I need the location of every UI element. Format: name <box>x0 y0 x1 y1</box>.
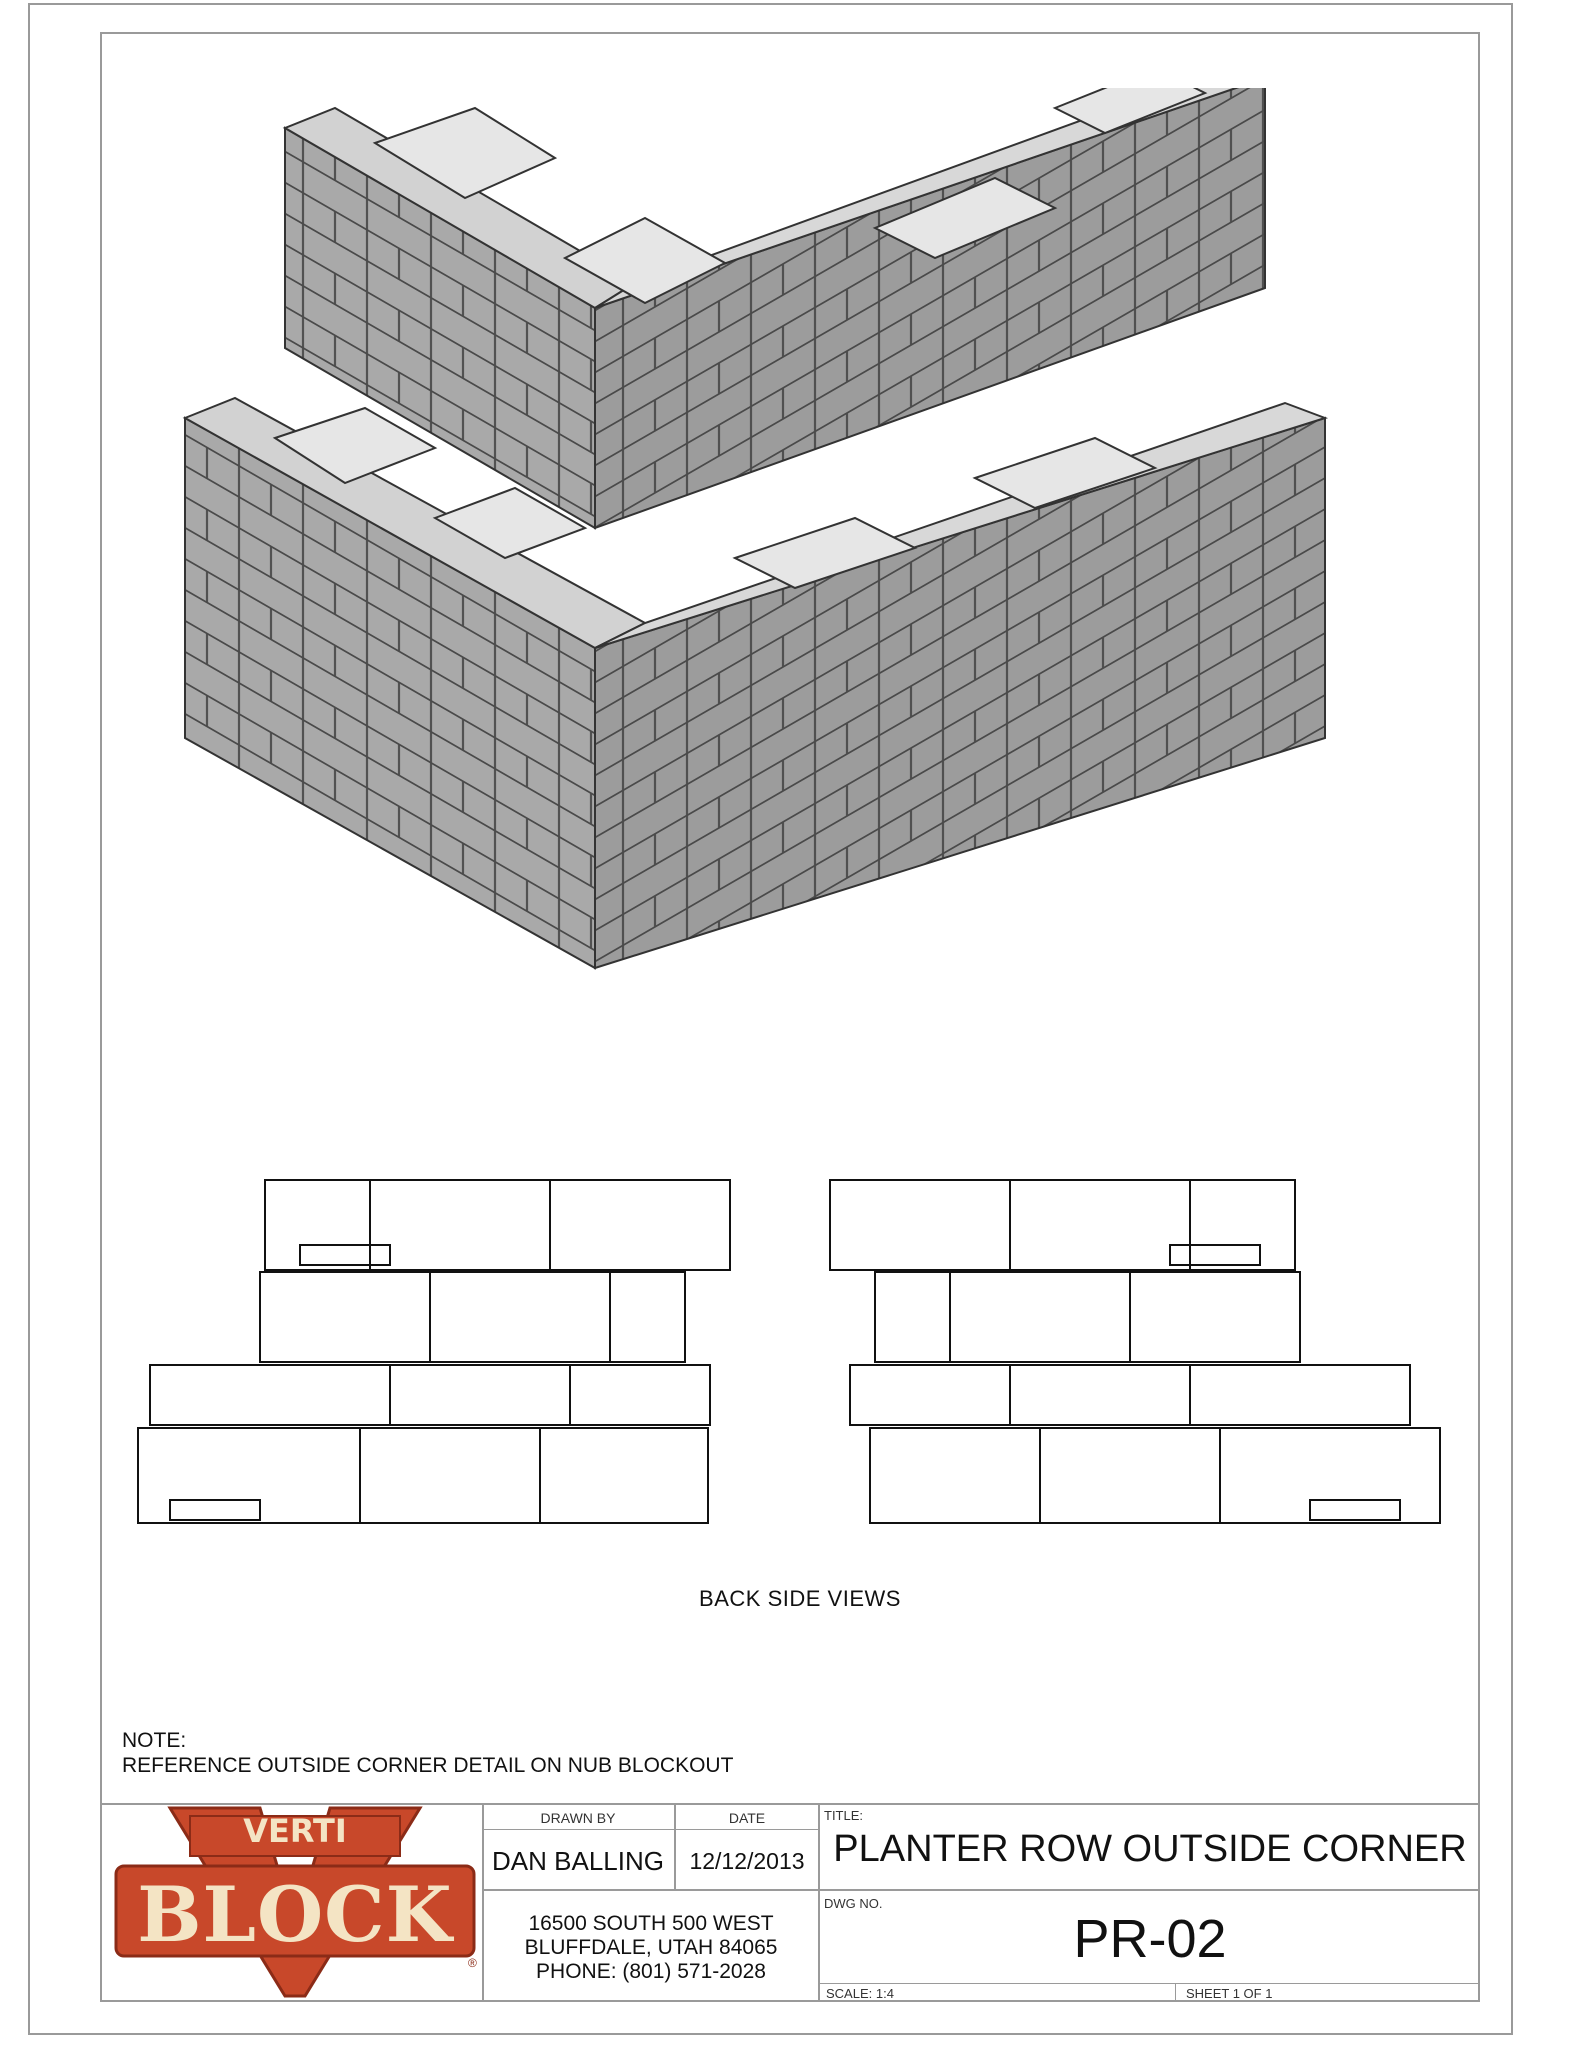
logo-text-block: BLOCK <box>137 1870 453 1959</box>
lower-wall <box>185 398 1325 968</box>
back-side-views <box>130 1170 1450 1530</box>
scale-value: SCALE: 1:4 <box>826 1986 894 2001</box>
side-views-drawing <box>130 1170 1450 1530</box>
drawn-by-label: DRAWN BY <box>540 1810 616 1826</box>
date-value: 12/12/2013 <box>689 1848 805 1874</box>
title-block-mid-line <box>482 1889 1480 1891</box>
isometric-wall-drawing <box>175 88 1385 998</box>
company-address <box>484 1912 818 1984</box>
dwg-no-value: PR-02 <box>1073 1909 1227 1969</box>
address-line-2: BLUFFDALE, UTAH 84065 <box>524 1936 778 1959</box>
sheet-value: SHEET 1 OF 1 <box>1186 1986 1273 2001</box>
address-line-1: 16500 SOUTH 500 WEST <box>528 1912 774 1935</box>
title-label: TITLE: <box>824 1808 864 1823</box>
drawing-note <box>122 1728 733 1778</box>
right-side-view <box>830 1180 1440 1523</box>
logo-text-verti: VERTI <box>243 1812 347 1850</box>
title-block-sheet-divider <box>1175 1983 1176 2002</box>
drawing-title: PLANTER ROW OUTSIDE CORNER <box>833 1828 1467 1870</box>
title-block-label-line <box>482 1829 818 1830</box>
dwg-no-label: DWG NO. <box>824 1896 883 1911</box>
note-text: REFERENCE OUTSIDE CORNER DETAIL ON NUB BLOCKOUT <box>122 1754 734 1777</box>
isometric-corner-view <box>175 88 1385 998</box>
views-caption: BACK SIDE VIEWS <box>699 1586 901 1611</box>
logo-registered-mark: ® <box>468 1956 477 1970</box>
date-label: DATE <box>728 1810 766 1826</box>
note-heading: NOTE: <box>122 1729 187 1752</box>
title-block-top-line <box>100 1803 1480 1805</box>
title-block-scale-line <box>818 1983 1480 1984</box>
left-side-view <box>138 1180 730 1523</box>
address-line-3: PHONE: (801) 571-2028 <box>536 1960 766 1983</box>
vertiblock-logo <box>110 1806 480 2002</box>
drawn-by-value: DAN BALLING <box>492 1846 664 1876</box>
